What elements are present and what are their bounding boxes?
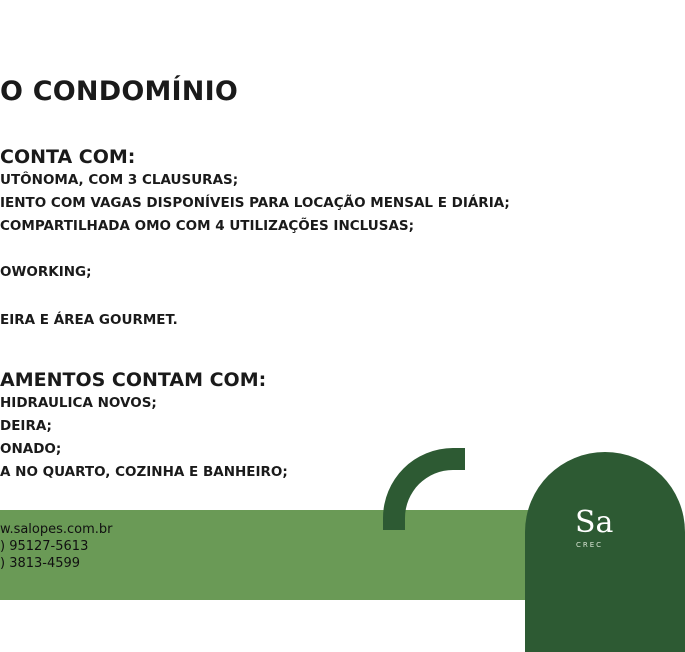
condominio-item: EIRA E ÁREA GOURMET. bbox=[0, 312, 178, 328]
logo-badge bbox=[525, 452, 685, 652]
apartamentos-item: A NO QUARTO, COZINHA E BANHEIRO; bbox=[0, 464, 288, 480]
page-title: O CONDOMÍNIO bbox=[0, 76, 238, 107]
condominio-item: UTÔNOMA, COM 3 CLAUSURAS; bbox=[0, 172, 239, 188]
decorative-arc bbox=[375, 440, 465, 530]
apartamentos-heading: AMENTOS CONTAM COM: bbox=[0, 369, 267, 391]
apartamentos-item: HIDRAULICA NOVOS; bbox=[0, 395, 157, 411]
condominio-item: OWORKING; bbox=[0, 264, 92, 280]
logo-subtext: CREC bbox=[576, 541, 604, 549]
condominio-item: COMPARTILHADA OMO COM 4 UTILIZAÇÕES INCLUSAS; bbox=[0, 218, 415, 234]
phone-1: ) 95127-5613 bbox=[0, 539, 89, 554]
website-text: w.salopes.com.br bbox=[0, 522, 113, 537]
apartamentos-item: ONADO; bbox=[0, 441, 62, 457]
logo-text: Sa bbox=[575, 505, 614, 540]
condominio-heading: CONTA COM: bbox=[0, 146, 136, 168]
condominio-item: IENTO COM VAGAS DISPONÍVEIS PARA LOCAÇÃO MENSAL E DIÁRIA; bbox=[0, 195, 510, 211]
apartamentos-item: DEIRA; bbox=[0, 418, 52, 434]
phone-2: ) 3813-4599 bbox=[0, 556, 81, 571]
